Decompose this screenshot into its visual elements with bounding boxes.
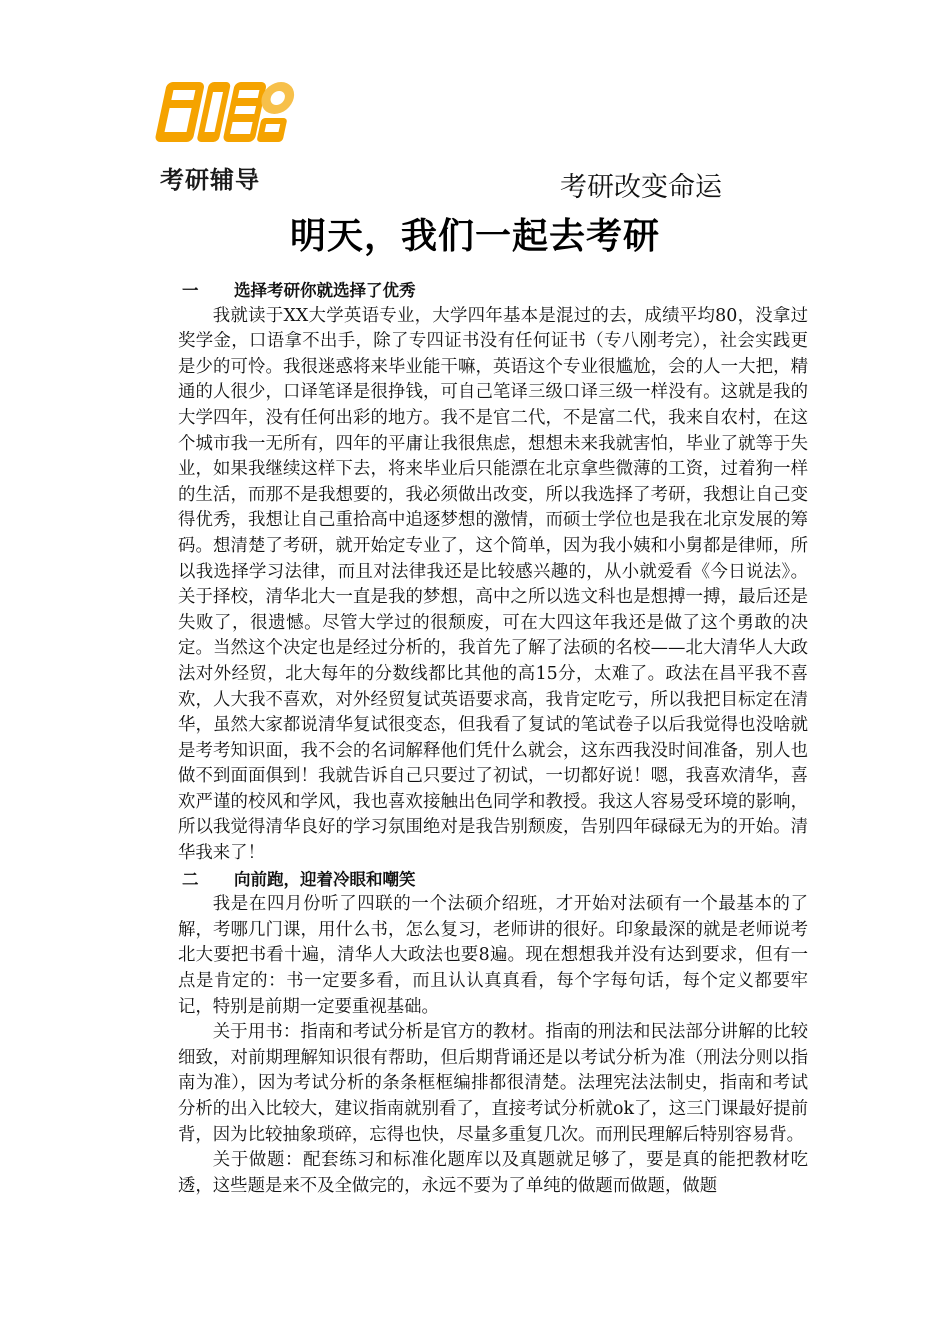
paragraph: 关于做题：配套练习和标准化题库以及真题就足够了，要是真的能把教材吃透，这些题是来不及全做完的，永远不要为了单纯的做题而做题，做题 (178, 1150, 808, 1196)
page-title: 明天，我们一起去考研 (289, 216, 660, 257)
paragraph: 关于用书：指南和考试分析是官方的教材。指南的刑法和民法部分讲解的比较细致，对前期理解知识很有帮助，但后期背诵还是以考试分析为准（刑法分则以指南为准），因为考试分析的条条框框编排都很清楚。法理宪法法制史，指南和考试分析的出入比较大，建议指南就别看了，直接考试分析就ok了，这三门课最好提前背，因为比较抽象琐碎，忘得也快，尽量多重复几次。而刑民理解后特别容易背。 (178, 1022, 808, 1145)
brand-logo (150, 76, 300, 196)
section-heading (178, 867, 808, 893)
slogan: 考研改变命运 (560, 172, 722, 203)
article-body (178, 278, 808, 1199)
section-title: 向前跑，迎着冷眼和嘲笑 (234, 869, 416, 889)
section-number: 一 (182, 281, 199, 300)
section-title: 选择考研你就选择了优秀 (234, 281, 416, 300)
brand-logo-mark (150, 78, 298, 148)
paragraph: 我就读于XX大学英语专业，大学四年基本是混过的去，成绩平均80，没拿过奖学金，口语拿不出手，除了专四证书没有任何证书（专八刚考完），社会实践更是少的可怜。我很迷惑将来毕业能干嘛，英语这个专业很尴尬，会的人一大把，精通的人很少，口译笔译是很挣钱，可自己笔译三级口译三级一样没有。这就是我的大学四年，没有任何出彩的地方。我不是官二代，不是富二代，我来自农村，在这个城市我一无所有，四年的平庸让我很焦虑，想想未来我就害怕，毕业了就等于失业，如果我继续这样下去，将来毕业后只能漂在北京拿些微薄的工资，过着狗一样的生活，而那不是我想要的，我必须做出改变，所以我选择了考研，我想让自己变得优秀，我想让自己重拾高中追逐梦想的激情，而硕士学位也是我在北京发展的筹码。想清楚了考研，就开始定专业了，这个简单，因为我小姨和小舅都是律师，所以我选择学习法律，而且对法律我还是比较感兴趣的，从小就爱看《今日说法》。关于择校，清华北大一直是我的梦想，高中之所以选文科也是想搏一搏，最后还是失败了，很遗憾。尽管大学过的很颓废，可在大四这年我还是做了这个勇敢的决定。当然这个决定也是经过分析的，我首先了解了法硕的名校——北大清华人大政法对外经贸，北大每年的分数线都比其他的高15分，太难了。政法在昌平我不喜欢，人大我不喜欢，对外经贸复试英语要求高，我肯定吃亏，所以我把目标定在清华，虽然大家都说清华复试很变态，但我看了复试的笔试卷子以后我觉得也没啥就是考考知识面，我不会的名词解释他们凭什么就会，这东西我没时间准备，别人也做不到面面俱到！我就告诉自己只要过了初试，一切都好说！嗯，我喜欢清华，喜欢严谨的校风和学风，我也喜欢接触出色同学和教授。我这人容易受环境的影响，所以我觉得清华良好的学习氛围绝对是我告别颓废，告别四年碌碌无为的开始。清华我来了！ (178, 305, 808, 864)
section-number: 二 (182, 869, 199, 889)
logo-subtitle: 考研辅导 (160, 166, 260, 194)
section-heading (178, 278, 808, 304)
paragraph: 我是在四月份听了四联的一个法硕介绍班，才开始对法硕有一个最基本的了解，考哪几门课，用什么书，怎么复习，老师讲的很好。印象最深的就是老师说考北大要把书看十遍，清华人大政法也要8遍。现在想想我并没有达到要求，但有一点是肯定的：书一定要多看，而且认认真真看，每个字每句话，每个定义都要牢记，特别是前期一定要重视基础。 (178, 894, 808, 1017)
